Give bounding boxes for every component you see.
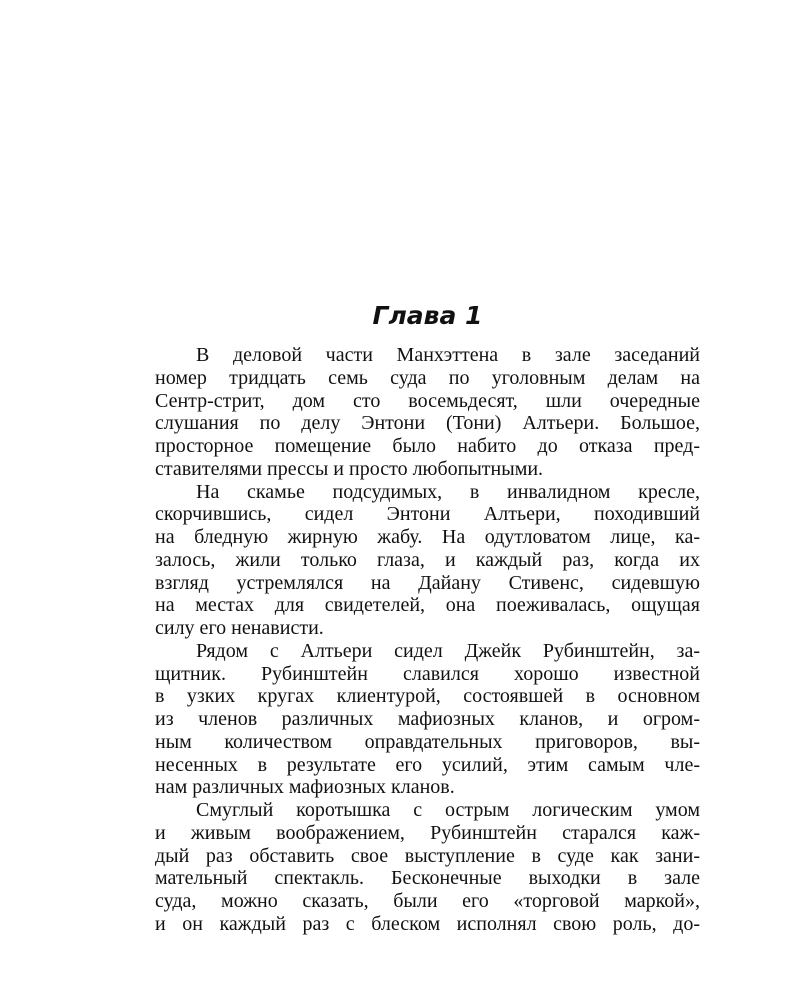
- chapter-title: Глава 1: [372, 301, 483, 330]
- text-line: Смуглый коротышка с острым логическим умом: [196, 799, 700, 821]
- text-line: ставителями прессы и просто любопытными.: [155, 457, 544, 480]
- text-line: слушания по делу Энтони (Тони) Алтьери. Большое,: [155, 412, 700, 435]
- text-line: скорчившись, сидел Энтони Алтьери, походивший: [155, 503, 700, 526]
- text-line: просторное помещение было набито до отказа пред-: [155, 435, 700, 457]
- paragraph-4: [155, 799, 700, 936]
- text-line: Рядом с Алтьери сидел Джейк Рубинштейн, за-: [196, 639, 700, 662]
- text-line: на местах для свидетелей, она поеживалась, ощущая: [155, 594, 700, 617]
- text-line: из членов различных мафиозных кланов, и огром-: [155, 708, 700, 730]
- chapter-body: [155, 344, 700, 936]
- paragraph-3: [155, 640, 700, 799]
- text-line: нам различных мафиозных кланов.: [155, 776, 455, 799]
- text-line: Сентр-стрит, дом сто восемьдесят, шли очередные: [155, 389, 700, 412]
- text-line: на бледную жирную жабу. На одутловатом лице, ка-: [155, 526, 700, 548]
- text-line: в узких кругах клиентурой, состоявшей в основном: [155, 685, 700, 708]
- text-line: щитник. Рубинштейн славился хорошо известной: [155, 662, 700, 685]
- text-line: мательный спектакль. Бесконечные выходки в зале: [155, 867, 700, 890]
- paragraph-2: [155, 481, 700, 640]
- text-line: несенных в результате его усилий, этим самым чле-: [155, 753, 700, 776]
- text-line: и живым воображением, Рубинштейн старался каж-: [155, 821, 700, 844]
- text-line: силу его ненависти.: [155, 617, 324, 639]
- text-line: ным количеством оправдательных приговоров, вы-: [155, 730, 700, 753]
- text-line: дый раз обставить свое выступление в суде как зани-: [155, 844, 700, 867]
- paragraph-1: [155, 344, 700, 481]
- text-line: залось, жили только глаза, и каждый раз, когда их: [155, 548, 700, 571]
- text-line: На скамье подсудимых, в инвалидном кресле,: [196, 480, 700, 503]
- text-line: номер тридцать семь суда по уголовным делам на: [155, 366, 700, 389]
- text-line: и он каждый раз с блеском исполнял свою роль, до-: [155, 912, 700, 935]
- text-line: В деловой части Манхэттена в зале заседаний: [196, 344, 700, 366]
- text-line: взгляд устремлялся на Дайану Стивенс, сидевшую: [155, 571, 700, 594]
- text-line: суда, можно сказать, были его «торговой маркой»,: [155, 890, 700, 912]
